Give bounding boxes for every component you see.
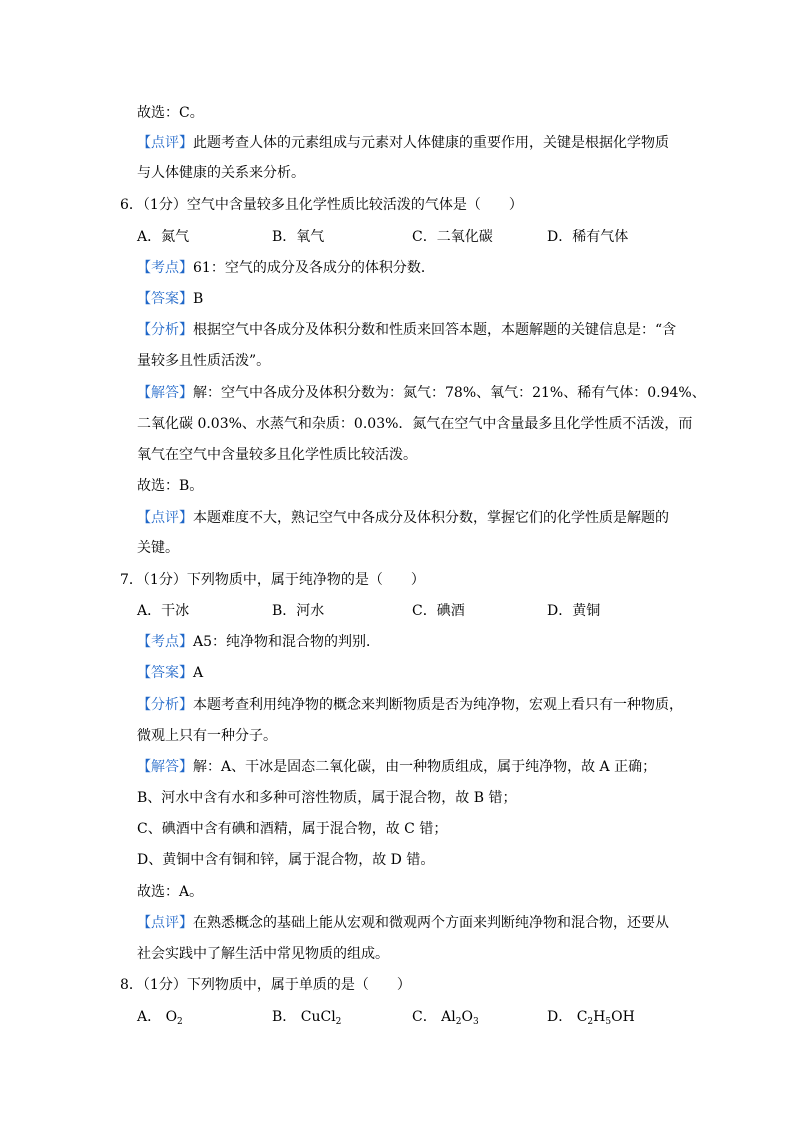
prev-choose: 故选：C。 xyxy=(137,105,204,121)
q6-option-a: A．氮气 xyxy=(137,229,190,245)
q8-option-b: B． CuCl$_2$ xyxy=(272,1009,342,1027)
prev-review-line2: 与人体健康的关系来分析。 xyxy=(137,165,305,181)
q7-jieda-line1: 【解答】解：A、干冰是固态二氧化碳，由一种物质组成，属于纯净物，故 A 正确； xyxy=(137,759,657,775)
q6-option-b: B．氧气 xyxy=(272,229,325,245)
prev-review-line1: 【点评】此题考查人体的元素组成与元素对人体健康的重要作用，关键是根据化学物质 xyxy=(137,135,669,151)
q7-jieda-line3: C、碘酒中含有碘和酒精，属于混合物，故 C 错； xyxy=(137,821,448,837)
q7-answer: 【答案】A xyxy=(137,665,204,681)
q7-option-a: A．干冰 xyxy=(137,603,190,619)
q6-answer: 【答案】B xyxy=(137,291,204,307)
q6-fenxi-line2: 量较多且性质活泼”。 xyxy=(137,353,271,369)
q7-fenxi-line2: 微观上只有一种分子。 xyxy=(137,728,277,744)
review-tag: 【点评】 xyxy=(137,915,193,931)
q7-option-d: D．黄铜 xyxy=(547,603,601,619)
review-tag: 【点评】 xyxy=(137,510,193,526)
q6-jieda-line3: 氧气在空气中含量较多且化学性质比较活泼。 xyxy=(137,447,417,463)
fenxi-tag: 【分析】 xyxy=(137,697,193,713)
q7-stem: 7．（1分）下列物质中，属于纯净物的是（ ） xyxy=(120,572,425,588)
jieda-tag: 【解答】 xyxy=(137,385,193,401)
q8-stem: 8．（1分）下列物质中，属于单质的是（ ） xyxy=(120,977,411,993)
q6-jieda-line2: 二氧化碳 0.03%、水蒸气和杂质：0.03%．氮气在空气中含量最多且化学性质不活泼，而 xyxy=(137,416,693,432)
answer-tag: 【答案】 xyxy=(137,665,193,681)
kaodian-tag: 【考点】 xyxy=(137,634,193,650)
q8-option-c: C． $Al_2O_3$ xyxy=(412,1009,479,1027)
q6-choose: 故选：B。 xyxy=(137,478,204,494)
q7-jieda-line4: D、黄铜中含有铜和锌，属于混合物，故 D 错。 xyxy=(137,852,435,868)
q7-fenxi-line1: 【分析】本题考查利用纯净物的概念来判断物质是否为纯净物，宏观上看只有一种物质， xyxy=(137,697,683,713)
q6-jieda-line1: 【解答】解：空气中各成分及体积分数为：氮气：78%、氧气：21%、稀有气体：0.94%、 xyxy=(137,385,706,401)
q7-kaodian: 【考点】A5：纯净物和混合物的判别． xyxy=(137,634,381,650)
answer-tag: 【答案】 xyxy=(137,291,193,307)
q8-option-a: A． $O_2$ xyxy=(137,1009,183,1027)
jieda-tag: 【解答】 xyxy=(137,759,193,775)
q6-kaodian: 【考点】61：空气的成分及各成分的体积分数． xyxy=(137,260,435,276)
q6-fenxi-line1: 【分析】根据空气中各成分及体积分数和性质来回答本题，本题解题的关键信息是：“含 xyxy=(137,322,677,338)
q8-option-d: D． $C_2H_5OH$ xyxy=(547,1009,635,1027)
q6-review-line2: 关键。 xyxy=(137,540,179,556)
q7-jieda-line2: B、河水中含有水和多种可溶性物质，属于混合物，故 B 错； xyxy=(137,790,517,806)
q7-review-line2: 社会实践中了解生活中常见物质的组成。 xyxy=(137,946,389,962)
q6-review-line1: 【点评】本题难度不大，熟记空气中各成分及体积分数，掌握它们的化学性质是解题的 xyxy=(137,510,669,526)
q7-review-line1: 【点评】在熟悉概念的基础上能从宏观和微观两个方面来判断纯净物和混合物，还要从 xyxy=(137,915,669,931)
q7-option-c: C．碘酒 xyxy=(412,603,465,619)
fenxi-tag: 【分析】 xyxy=(137,322,193,338)
review-tag: 【点评】 xyxy=(137,135,193,151)
q6-stem: 6．（1分）空气中含量较多且化学性质比较活泼的气体是（ ） xyxy=(120,197,523,213)
kaodian-tag: 【考点】 xyxy=(137,260,193,276)
q6-option-c: C．二氧化碳 xyxy=(412,229,493,245)
q7-choose: 故选：A。 xyxy=(137,884,204,900)
q7-option-b: B．河水 xyxy=(272,603,325,619)
q6-option-d: D．稀有气体 xyxy=(547,229,629,245)
